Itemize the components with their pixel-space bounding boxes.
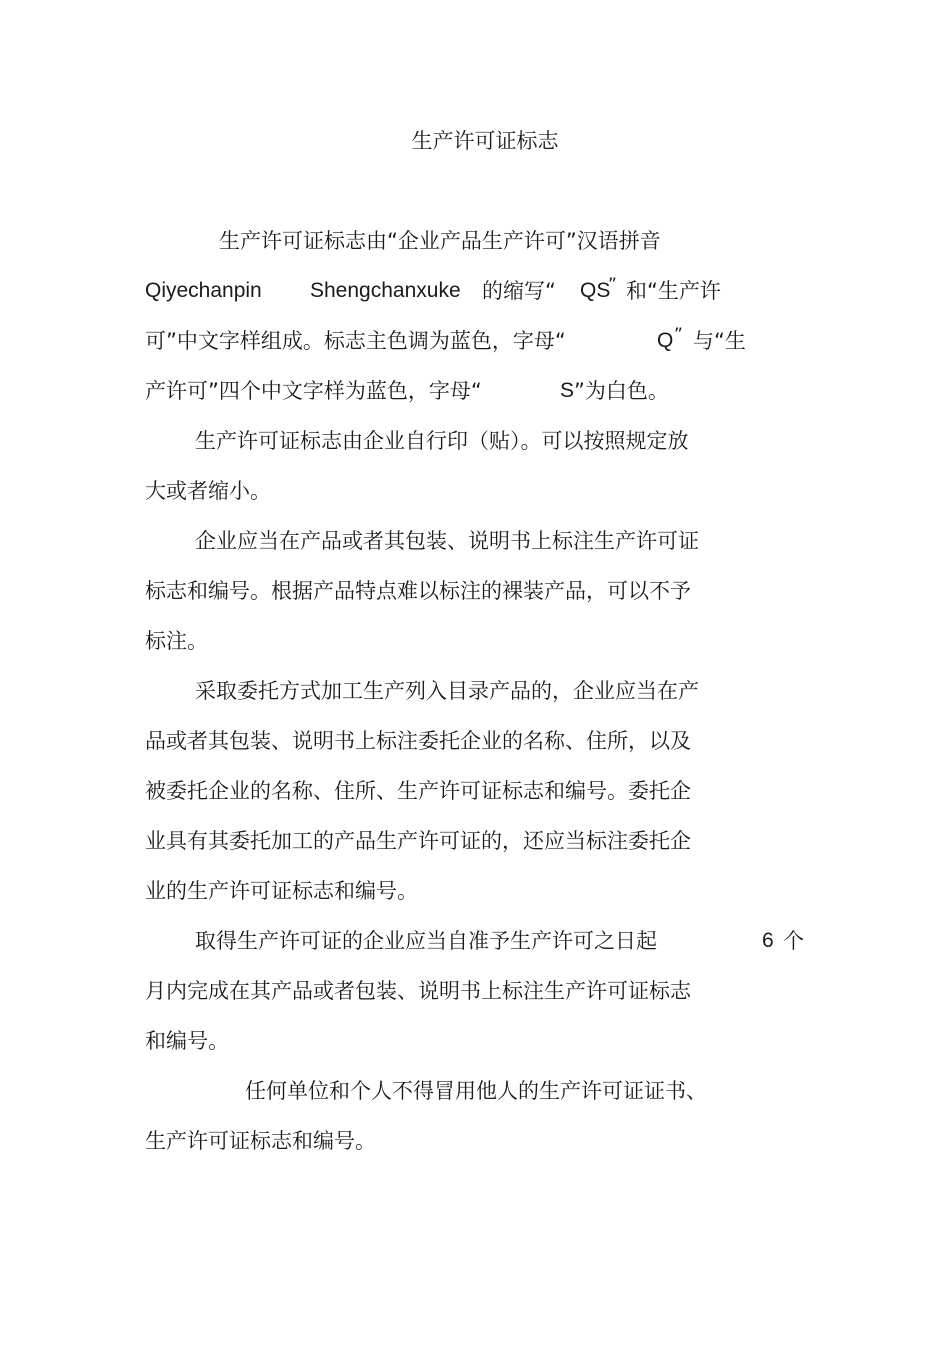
paragraph-text: 标注。 (145, 629, 208, 653)
paragraph-text: 业具有其委托加工的产品生产许可证的，还应当标注委托企 (145, 829, 691, 853)
paragraph-text: 月内完成在其产品或者包装、说明书上标注生产许可证标志 (145, 979, 691, 1003)
paragraph-text: 和编号。 (145, 1029, 229, 1053)
paragraph-text: Shengchanxuke (310, 279, 461, 302)
paragraph-text: 大或者缩小。 (145, 479, 271, 503)
paragraph-text: QS (580, 279, 611, 302)
paragraph-text: Qiyechanpin (145, 279, 262, 302)
paragraph-text: 生产许可证标志由“企业产品生产许可”汉语拼音 (219, 229, 661, 253)
paragraph-text: 个 (783, 929, 804, 953)
paragraph-text: 生产许可证标志和编号。 (145, 1129, 376, 1153)
paragraph-text: 6 (762, 929, 774, 952)
paragraph-text: 取得生产许可证的企业应当自准予生产许可之日起 (195, 929, 657, 953)
paragraph-text: 品或者其包装、说明书上标注委托企业的名称、住所，以及 (145, 729, 691, 753)
paragraph-text: 产许可”四个中文字样为蓝色，字母“ (145, 379, 482, 403)
paragraph-text: 和“生产许 (626, 279, 721, 303)
paragraph-text: S (560, 379, 575, 402)
paragraph-text: Q (657, 329, 674, 352)
paragraph-text: 采取委托方式加工生产列入目录产品的，企业应当在产 (195, 679, 699, 703)
document-title: 生产许可证标志 (411, 129, 559, 153)
paragraph-text: 企业应当在产品或者其包装、说明书上标注生产许可证 (195, 529, 699, 553)
paragraph-text: 标志和编号。根据产品特点难以标注的裸装产品，可以不予 (145, 579, 691, 603)
paragraph-text: 生产许可证标志由企业自行印（贴）。可以按照规定放 (195, 429, 689, 453)
paragraph-text: 可”中文字样组成。标志主色调为蓝色，字母“ (145, 329, 566, 353)
paragraph-text: 的缩写“ (482, 279, 556, 303)
paragraph-text: ”为白色。 (574, 379, 669, 403)
paragraph-text: 被委托企业的名称、住所、生产许可证标志和编号。委托企 (145, 779, 691, 803)
paragraph-text: 业的生产许可证标志和编号。 (145, 879, 418, 903)
paragraph-text: 任何单位和个人不得冒用他人的生产许可证证书、 (245, 1079, 707, 1103)
paragraph-text: 与“生 (693, 329, 746, 353)
paragraph-text: ” (608, 275, 617, 295)
paragraph-text: ” (674, 325, 683, 345)
